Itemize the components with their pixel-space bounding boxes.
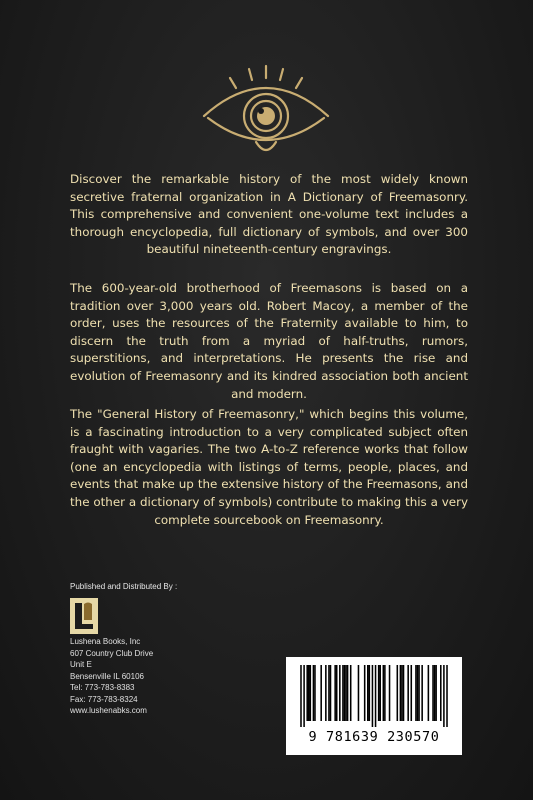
barcode-bar	[345, 665, 347, 721]
barcode-bar	[303, 665, 305, 727]
barcode-bar	[308, 665, 310, 721]
publisher-name: Lushena Books, Inc	[70, 637, 141, 646]
barcode-bars	[294, 665, 454, 727]
barcode-bar	[310, 665, 312, 721]
barcode-bar	[300, 665, 302, 727]
barcode-bar	[325, 665, 327, 721]
publisher-website: www.lushenabks.com	[70, 706, 147, 715]
barcode-bar	[320, 665, 322, 721]
barcode-bar	[443, 665, 445, 727]
barcode-bar	[397, 665, 399, 721]
publisher-logo-icon	[70, 598, 98, 634]
barcode-bar	[314, 665, 316, 721]
barcode-bar	[389, 665, 391, 721]
barcode-bar	[364, 665, 366, 721]
barcode-bar	[418, 665, 420, 721]
publisher-street: 607 Country Club Drive	[70, 648, 154, 658]
barcode-bar	[344, 665, 346, 721]
barcode-bar	[428, 665, 430, 721]
barcode-bar	[328, 665, 330, 721]
publisher-heading: Published and Distributed By :	[70, 582, 178, 591]
barcode-bar	[417, 665, 419, 721]
barcode-bar	[383, 665, 385, 721]
barcode-bar	[306, 665, 308, 721]
barcode-bar	[334, 665, 336, 721]
barcode-bar	[403, 665, 405, 721]
barcode-bar	[342, 665, 344, 721]
barcode-bar	[421, 665, 423, 721]
barcode-bar	[401, 665, 403, 721]
barcode-bar	[411, 665, 413, 721]
barcode-bar	[407, 665, 409, 721]
barcode-bar	[379, 665, 381, 721]
barcode-bar	[384, 665, 386, 721]
barcode-bar	[347, 665, 349, 721]
blurb-paragraph-2: The 600-year-old brotherhood of Freemasons is based on a tradition over 3,000 years old. Robert Macoy, a member of the order, uses the resources of the Fraternity available to him, to discern the truth from a myriad of half-truths, rumors, superstitions, and interpretations. He presents the rise and evolution of Freemasonry and its kindred association both ancient and modern.	[70, 281, 468, 401]
barcode-bar	[372, 665, 374, 727]
barcode-bar	[400, 665, 402, 721]
blurb-paragraph-1: Discover the remarkable history of the most widely known secretive fraternal organization in A Dictionary of Freemasonry. This comprehensive and convenient one-volume text includes a thorough encyclopedia, full dictionary of symbols, and over 300 beautiful nineteenth-century engravings.	[70, 172, 468, 257]
eye-icon	[196, 58, 336, 168]
barcode-bar	[358, 665, 360, 721]
publisher-city: Bensenville IL 60106	[70, 671, 144, 681]
barcode-bar	[336, 665, 338, 721]
barcode-bar	[375, 665, 377, 727]
barcode-bar	[350, 665, 352, 721]
publisher-unit: Unit E	[70, 660, 92, 669]
isbn-number: 9 781639 230570	[308, 729, 440, 745]
barcode-bar	[432, 665, 434, 721]
publisher-fax: Fax: 773-783-8324	[70, 694, 138, 704]
publisher-phone: Tel: 773-783-8383	[70, 683, 135, 692]
isbn-barcode	[286, 657, 462, 755]
barcode-bar	[367, 665, 369, 721]
barcode-bar	[434, 665, 436, 721]
barcode-bar	[339, 665, 341, 721]
blurb-paragraph-3: The "General History of Freemasonry," which begins this volume, is a fascinating introduction to a very complicated subject often fraught with vagaries. The two A-to-Z reference works that follow (one an encyclopedia with listings of terms, people, places, and events that make up the extensive history of the Freemasons, and the other a dictionary of symbols) contribute to making this a very complete sourcebook on Freemasonry.	[70, 407, 468, 527]
barcode-bar	[369, 665, 371, 721]
barcode-bar	[435, 665, 437, 721]
barcode-bar	[415, 665, 417, 721]
barcode-bar	[378, 665, 380, 721]
barcode-bar	[440, 665, 442, 721]
barcode-bar	[446, 665, 448, 727]
barcode-bar	[313, 665, 315, 721]
publisher-address	[70, 636, 153, 717]
barcode-bar	[330, 665, 332, 721]
